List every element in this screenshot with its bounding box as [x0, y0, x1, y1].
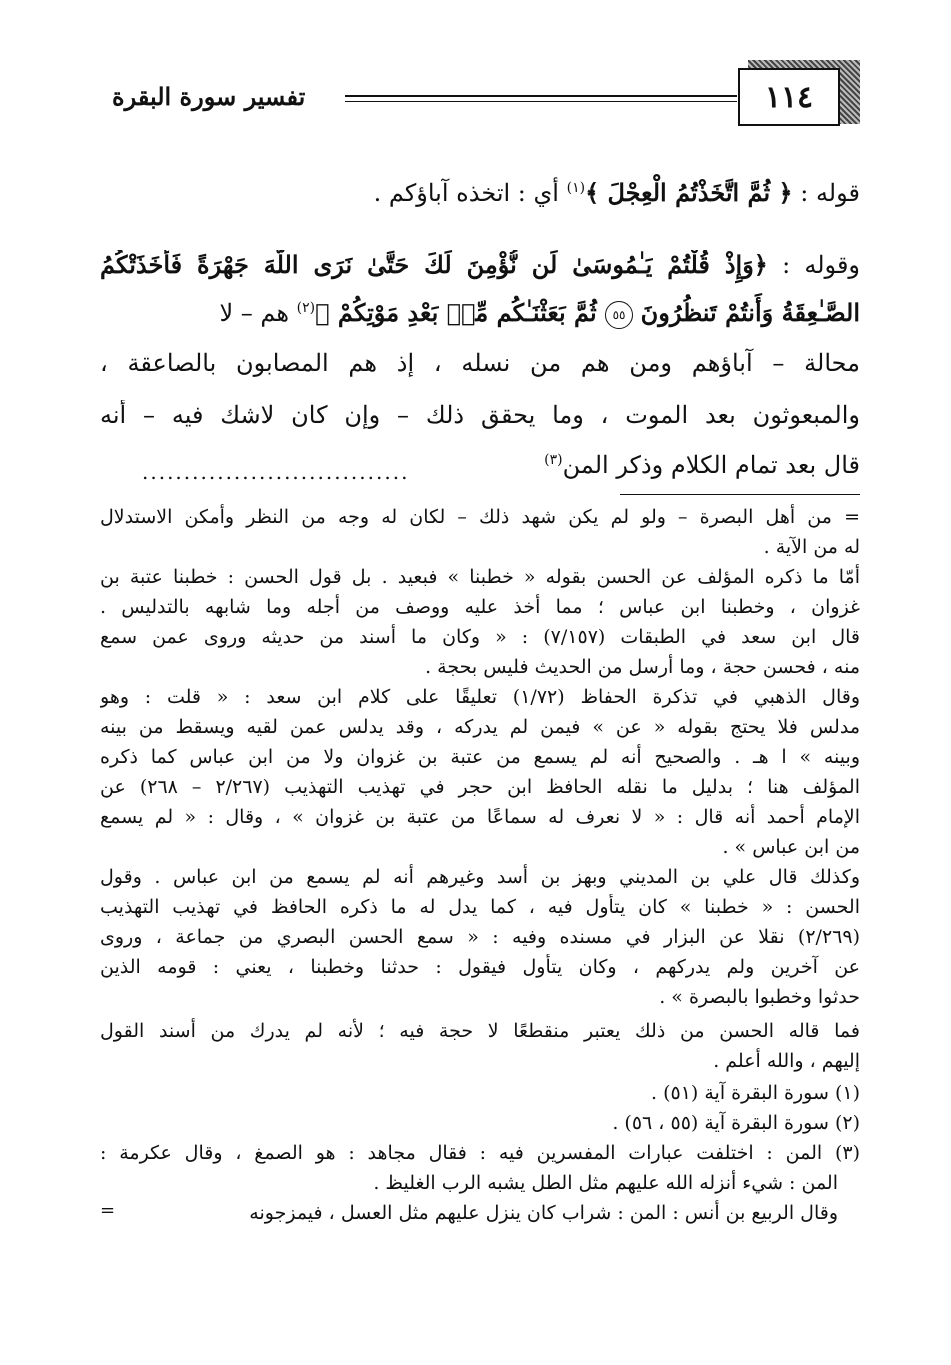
page-number: ١١٤ [738, 68, 840, 126]
book-title: تفسير سورة البقرة [112, 82, 306, 111]
line2-lead: وقوله : [767, 251, 860, 279]
footnote-line: له من الآية . [763, 536, 860, 558]
continuation-mark: = [100, 1200, 116, 1221]
line1-tail: أي : اتخذه آباؤكم . [373, 179, 567, 207]
footnote-line: منه ، فحسن حجة ، وما أرسل من الحديث فليس بحجة . [425, 656, 860, 678]
footnote-line: المؤلف هنا ؛ بدليل ما نقله الحافظ ابن حجر في تهذيب التهذيب (٢/٢٦٧ – ٢٦٨) عن [100, 776, 860, 798]
footnote-line: مدلس فلا يحتج بقوله « عن » فيمن لم يدركه ، وقد يدلس عمن لقيه ويسقط من بينه [100, 716, 860, 738]
footnote-line: وبينه » ا هـ . والصحيح أنه لم يسمع من عتبة بن غزوان ولا من ابن عباس كما ذكره [100, 746, 860, 768]
footnote-line: الإمام أحمد أنه قال : « لا نعرف له سماعًا من عتبة بن غزوان » ، وقال : « لم يسمع [100, 806, 860, 828]
footnote-line: إليهم ، والله أعلم . [713, 1050, 860, 1072]
footnote-ref-3[interactable]: (٣) [544, 452, 563, 468]
footnote-line: وقال الذهبي في تذكرة الحفاظ (١/٧٢) تعليقًا على كلام ابن سعد : « قلت : وهو [100, 686, 860, 708]
footnote-line: (٢/٢٦٩) نقلا عن البزار في مسنده وفيه : « سمع الحسن البصري من جماعة ، وروى [100, 926, 860, 948]
footnote-line: غزوان ، وخطبنا ابن عباس ؛ مما أخذ عليه ووصف من أجله وما شابهه بالتدليس . [100, 596, 860, 618]
footnote-line: وقال الربيع بن أنس : المن : شراب كان ينزل عليهم مثل العسل ، فيمزجونه [249, 1202, 838, 1224]
footnote-line: فما قاله الحسن من ذلك يعتبر منقطعًا لا حجة فيه ؛ لأنه لم يدرك من أسند القول [100, 1020, 860, 1042]
footnote-line: أمّا ما ذكره المؤلف عن الحسن بقوله « خطبنا » فبعيد . بل قول الحسن : خطبنا عتبة بن [100, 566, 860, 588]
ayah-number-mark: ٥٥ [605, 301, 633, 329]
line3-tail: هم – لا [219, 299, 297, 327]
line1-lead: قوله : [792, 179, 860, 207]
continuation-dots: ................................ [142, 460, 410, 484]
main-line-4: محالة – آباؤهم ومن هم من نسله ، إذ هم المصابون بالصاعقة ، [100, 349, 860, 377]
quran-verse: الصَّـٰعِقَةُ وَأَنتُمْ تَنظُرُونَ [640, 298, 860, 327]
main-line-3 [219, 298, 860, 329]
header-rule [345, 95, 737, 97]
footnote-2: (٢) سورة البقرة آية (٥٥ ، ٥٦) . [612, 1112, 860, 1134]
footnote-line: = من أهل البصرة – ولو لم يكن شهد ذلك – لكان له وجه من النظر وأمكن الاستدلال [100, 506, 860, 528]
footnote-1: (١) سورة البقرة آية (٥١) . [650, 1082, 860, 1104]
footnote-line: المن : شيء أنزله الله عليهم مثل الطل يشبه الرب الغليظ . [373, 1172, 838, 1194]
quran-verse: ثُمَّ بَعَثْنَـٰكُم مِّنۢ بَعْدِ مَوْتِكُمْ ﴾ [315, 298, 606, 327]
footnote-3: (٣) المن : اختلفت عبارات المفسرين فيه : فقال مجاهد : هو الصمغ ، وقال عكرمة : [100, 1142, 860, 1164]
quran-verse: ﴿ ثُمَّ اتَّخَذْتُمُ الْعِجْلَ ﴾ [585, 178, 793, 207]
line6-text: قال بعد تمام الكلام وذكر المن [562, 451, 860, 479]
header-rule-thin [345, 101, 737, 102]
footnote-line: وكذلك قال علي بن المديني وبهز بن أسد وغيرهم أنه لم يسمع من ابن عباس . وقول [100, 866, 860, 888]
footnote-ref-2[interactable]: (٢) [296, 300, 316, 316]
footnote-separator [620, 494, 860, 495]
quran-verse: ﴿وَإِذْ قُلْتُمْ يَـٰمُوسَىٰ لَن نُّؤْمِنَ لَكَ حَتَّىٰ نَرَى اللَّهَ جَهْرَةً فَأَخَذَتْكُمُ [100, 250, 768, 279]
main-line-1 [374, 178, 860, 208]
footnote-line: الحسن : « خطبنا » كان يتأول فيه ، كما يدل له ما ذكره الحافظ في تهذيب التهذيب [100, 896, 860, 918]
footnote-ref-1[interactable]: (١) [566, 180, 586, 196]
main-line-5: والمبعوثون بعد الموت ، وما يحقق ذلك – وإن كان لاشك فيه – أنه [100, 401, 860, 429]
page-header [100, 60, 860, 130]
footnote-line: قال ابن سعد في الطبقات (٧/١٥٧) : « وكان ما أسند من حديثه وروى عمن سمع [100, 626, 860, 648]
footnote-line: عن آخرين ولم يدركهم ، وكان يتأول فيقول : حدثنا وخطبنا ، يعني : قومه الذين [100, 956, 860, 978]
main-line-2 [100, 250, 860, 284]
footnote-line: حدثوا وخطبوا بالبصرة » . [659, 986, 860, 1008]
footnote-line: من ابن عباس » . [722, 836, 860, 858]
main-line-6 [544, 450, 860, 480]
